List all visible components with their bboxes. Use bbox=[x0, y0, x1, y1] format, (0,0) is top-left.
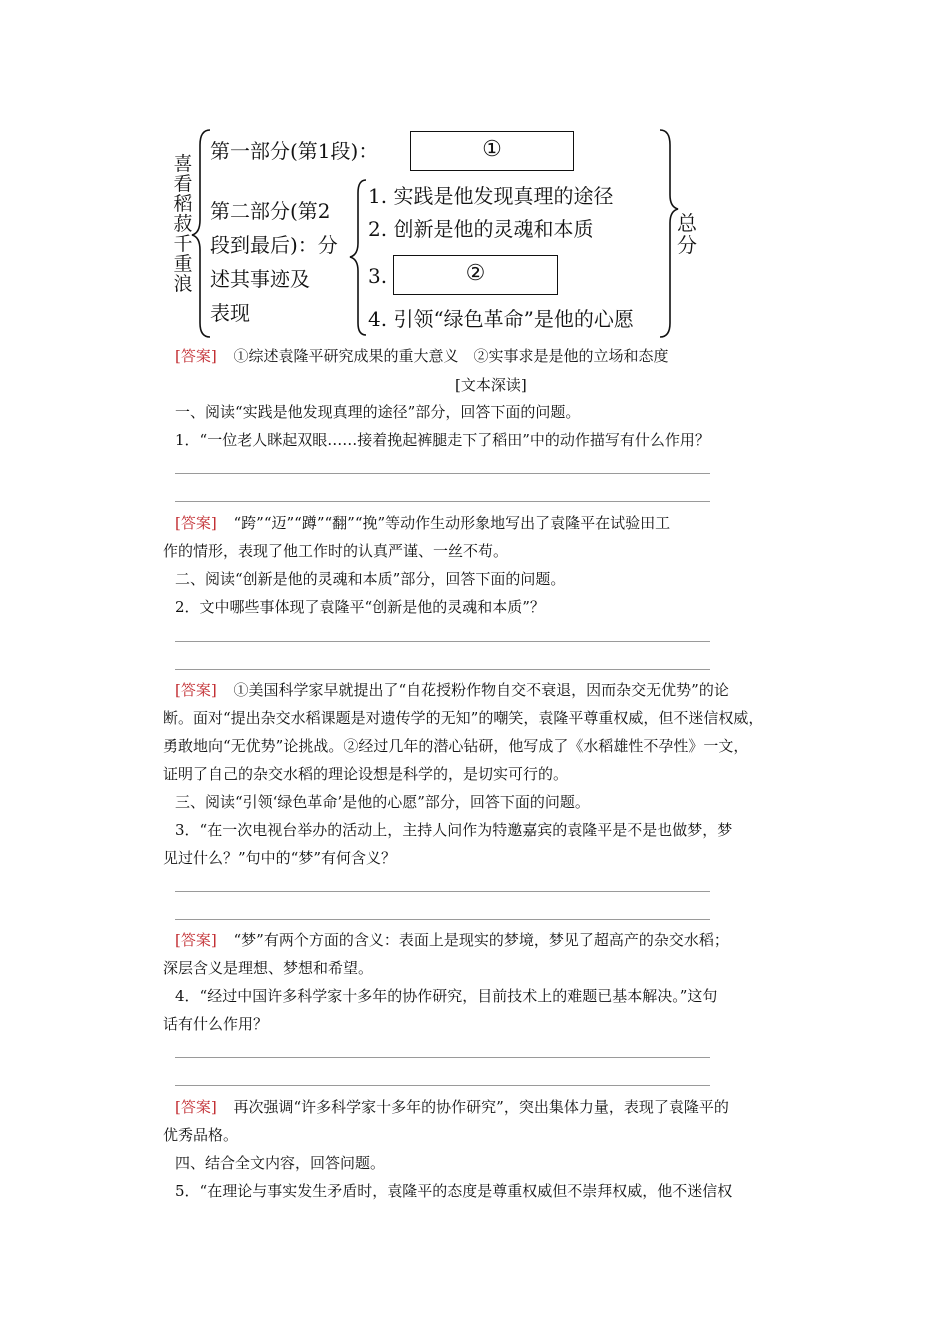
answer-text: 深层含义是理想、梦想和希望。 bbox=[163, 959, 374, 977]
part2-line: 段到最后)：分 bbox=[210, 233, 338, 257]
blank-2-label: ② bbox=[465, 261, 486, 286]
diagram-right-label bbox=[676, 212, 698, 256]
answer-text: 再次强调“许多科学家十多年的协作研究”，突出集体力量，表现了袁隆平的 bbox=[233, 1098, 729, 1116]
title-char: 重 bbox=[173, 253, 193, 275]
blank-box-1 bbox=[410, 131, 574, 171]
answer-text: 证明了自己的杂交水稻的理论设想是科学的，是切实可行的。 bbox=[163, 765, 569, 783]
answer-line bbox=[175, 891, 710, 892]
diagram-answer bbox=[175, 346, 669, 366]
answer-text: ①美国科学家早就提出了“自花授粉作物自交不衰退，因而杂交无优势”的论 bbox=[233, 681, 729, 699]
left-brace bbox=[192, 130, 210, 337]
answer-2 bbox=[175, 680, 729, 700]
inner-brace bbox=[350, 180, 366, 335]
answer-tag: [答案] bbox=[175, 514, 217, 532]
answer-tag: [答案] bbox=[175, 931, 217, 949]
answer-text: 勇敢地向“无优势”论挑战。②经过几年的潜心钻研，他写成了《水稻雄性不孕性》一文， bbox=[163, 737, 749, 755]
title-char: 稻 bbox=[173, 193, 193, 215]
part-heading: 三、阅读“引领‘绿色革命’是他的心愿”部分，回答下面的问题。 bbox=[175, 793, 590, 811]
title-char: 千 bbox=[173, 233, 193, 255]
right-char: 分 bbox=[677, 233, 697, 257]
part2-line: 表现 bbox=[210, 301, 250, 325]
section-heading: [文本深读] bbox=[455, 376, 527, 394]
title-char: 浪 bbox=[173, 273, 193, 295]
answer-text: “梦”有两个方面的含义：表面上是现实的梦境，梦见了超高产的杂交水稻； bbox=[233, 931, 729, 949]
part1-label: 第一部分(第1段)： bbox=[210, 139, 379, 163]
answer-line bbox=[175, 501, 710, 502]
answer-3 bbox=[175, 930, 729, 950]
answer-line bbox=[175, 669, 710, 670]
answer-4 bbox=[175, 1097, 729, 1117]
question-4: 4．“经过中国许多科学家十多年的协作研究，目前技术上的难题已基本解决。”这句 bbox=[175, 987, 718, 1005]
answer-tag: [答案] bbox=[175, 1098, 217, 1116]
answer-text: ①综述袁隆平研究成果的重大意义 ②实事求是是他的立场和态度 bbox=[233, 347, 669, 365]
part2-line: 述其事迹及 bbox=[210, 267, 310, 291]
answer-text: 优秀品格。 bbox=[163, 1126, 239, 1144]
right-char: 总 bbox=[677, 211, 697, 235]
diagram-item: 2. 创新是他的灵魂和本质 bbox=[368, 217, 594, 241]
question-5: 5．“在理论与事实发生矛盾时，袁隆平的态度是尊重权威但不崇拜权威，他不迷信权 bbox=[175, 1182, 733, 1200]
blank-1-label: ① bbox=[482, 137, 502, 162]
answer-tag: [答案] bbox=[175, 681, 217, 699]
part-heading: 二、阅读“创新是他的灵魂和本质”部分，回答下面的问题。 bbox=[175, 570, 566, 588]
answer-line bbox=[175, 1057, 710, 1058]
title-char: 看 bbox=[173, 173, 193, 195]
diagram-item: 4. 引领“绿色革命”是他的心愿 bbox=[368, 307, 634, 331]
diagram-item: 1. 实践是他发现真理的途径 bbox=[368, 184, 614, 208]
answer-line bbox=[175, 473, 710, 474]
answer-text: 作的情形，表现了他工作时的认真严谨、一丝不苟。 bbox=[163, 542, 509, 560]
part-heading: 一、阅读“实践是他发现真理的途径”部分，回答下面的问题。 bbox=[175, 403, 581, 421]
part2-line: 第二部分(第2 bbox=[210, 199, 331, 223]
title-char: 菽 bbox=[173, 213, 193, 235]
answer-line bbox=[175, 641, 710, 642]
part-heading: 四、结合全文内容，回答问题。 bbox=[175, 1154, 386, 1172]
answer-1 bbox=[175, 513, 670, 533]
question-4-cont: 话有什么作用？ bbox=[163, 1015, 269, 1033]
answer-text: “跨”“迈”“蹲”“翻”“挽”等动作生动形象地写出了袁隆平在试验田工 bbox=[233, 514, 671, 532]
question-1: 1．“一位老人眯起双眼……接着挽起裤腿走下了稻田”中的动作描写有什么作用？ bbox=[175, 431, 710, 449]
question-3-cont: 见过什么？”句中的“梦”有何含义？ bbox=[163, 849, 397, 867]
question-3: 3．“在一次电视台举办的活动上，主持人问作为特邀嘉宾的袁隆平是不是也做梦，梦 bbox=[175, 821, 733, 839]
title-char: 喜 bbox=[173, 153, 193, 175]
diagram-item: 3. bbox=[368, 264, 388, 288]
answer-line bbox=[175, 1085, 710, 1086]
answer-tag: [答案] bbox=[175, 347, 217, 365]
blank-box-2 bbox=[393, 255, 558, 295]
answer-text: 断。面对“提出杂交水稻课题是对遗传学的无知”的嘲笑，袁隆平尊重权威，但不迷信权威， bbox=[163, 709, 764, 727]
question-2: 2．文中哪些事体现了袁隆平“创新是他的灵魂和本质”？ bbox=[175, 598, 545, 616]
answer-line bbox=[175, 919, 710, 920]
